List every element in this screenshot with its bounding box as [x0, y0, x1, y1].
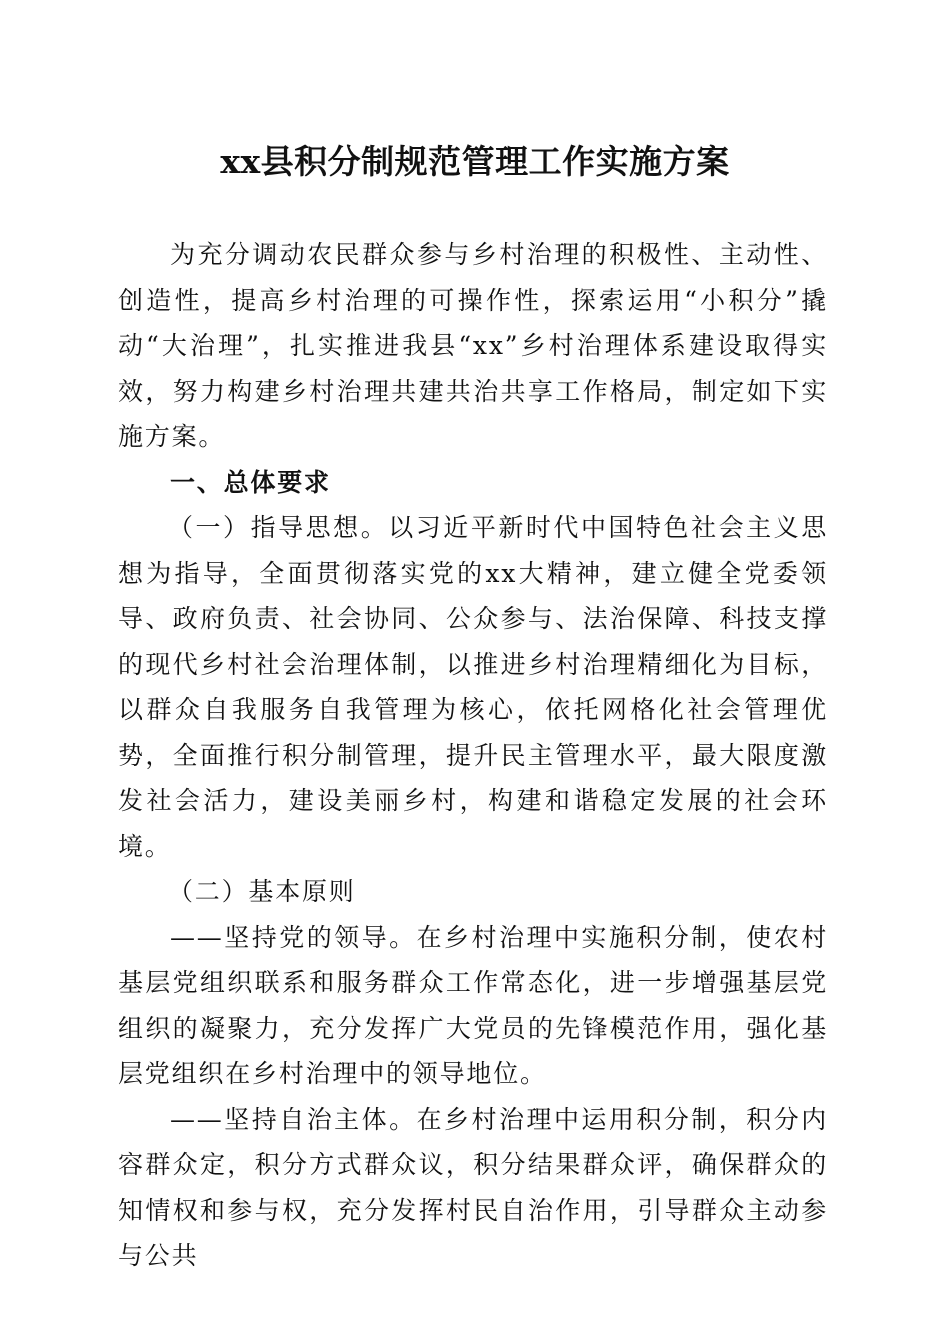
document-title: xx县积分制规范管理工作实施方案	[220, 142, 730, 181]
guiding-ideology-paragraph	[118, 505, 828, 869]
guiding-ideology-heading: （一）指导思想。	[168, 513, 389, 542]
basic-principles-heading: （二）基本原则	[168, 877, 356, 906]
principle-self-governance: ——坚持自治主体。在乡村治理中运用积分制，积分内容群众定，积分方式群众议，积分结果群众评，确保群众的知情权和参与权，充分发挥村民自治作用，引导群众主动参与公共	[118, 1104, 828, 1270]
document-body	[118, 232, 828, 1279]
intro-paragraph: 为充分调动农民群众参与乡村治理的积极性、主动性、创造性，提高乡村治理的可操作性，探索运用“小积分”撬动“大治理”，扎实推进我县“xx”乡村治理体系建设取得实效，努力构建乡村治理共建共治共享工作格局，制定如下实施方案。	[118, 240, 828, 451]
section-heading-general-requirements: 一、总体要求	[170, 467, 331, 497]
principle-party-leadership: ——坚持党的领导。在乡村治理中实施积分制，使农村基层党组织联系和服务群众工作常态化，进一步增强基层党组织的凝聚力，充分发挥广大党员的先锋模范作用，强化基层党组织在乡村治理中的领导地位。	[118, 922, 828, 1088]
guiding-ideology-body: 以习近平新时代中国特色社会主义思想为指导，全面贯彻落实党的xx大精神，建立健全党委领导、政府负责、社会协同、公众参与、法治保障、科技支撑的现代乡村社会治理体制，以推进乡村治理精细化为目标，以群众自我服务自我管理为核心，依托网格化社会管理优势，全面推行积分制管理，提升民主管理水平，最大限度激发社会活力，建设美丽乡村，构建和谐稳定发展的社会环境。	[118, 513, 828, 861]
